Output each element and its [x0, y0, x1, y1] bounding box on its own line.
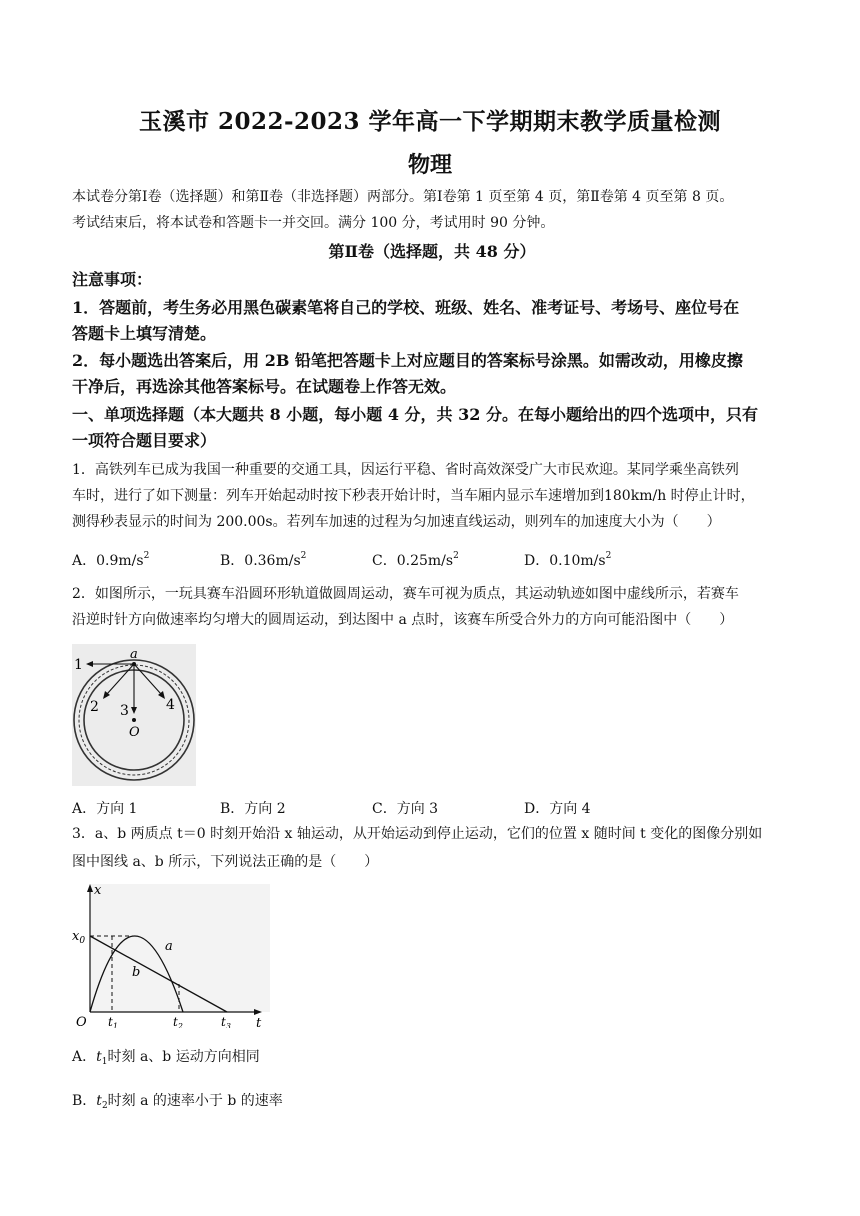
part1-heading-1: 一、单项选择题（本大题共 8 小题，每小题 4 分，共 32 分。在每小题给出的四个选项中，只有: [72, 405, 758, 424]
q3-t1-label: $t_1$: [108, 1015, 118, 1028]
q1-line-1: 1．高铁列车已成为我国一种重要的交通工具，因运行平稳、省时高效深受广大市民欢迎。某同学乘坐高铁列: [72, 462, 739, 478]
notice-line-2: 答题卡上填写清楚。: [72, 324, 217, 343]
q1-option-c: C．$0.25m/s^2$: [372, 551, 459, 569]
part1-heading-2: 一项符合题目要求）: [72, 431, 217, 450]
q2-option-a: A．方向 1: [72, 801, 138, 817]
q3-option-a: A．$t_1$时刻 a、b 运动方向相同: [72, 1049, 260, 1067]
q1-line-3: 测得秒表显示的时间为 200.00s。若列车加速的过程为匀加速直线运动，则列车的加速度大小为（ ）: [72, 514, 721, 530]
exam-title: 玉溪市 2022-2023 学年高一下学期期末教学质量检测: [138, 108, 722, 135]
subject-title: 物理: [407, 152, 452, 178]
q3-x0-label: $x_0$: [72, 929, 86, 946]
section-title: 第Ⅱ卷（选择题，共 48 分）: [328, 242, 536, 261]
q3-t2-label: $t_2$: [173, 1015, 183, 1028]
q2-circular-track-figure: [72, 644, 196, 786]
q2-point-a-label: a: [130, 647, 138, 662]
q3-curve-b-label: b: [132, 965, 141, 980]
q3-y-axis-label: x: [94, 883, 102, 898]
q3-curve-a-label: a: [165, 939, 173, 954]
notice-line-3: 2．每小题选出答案后，用 2B 铅笔把答题卡上对应题目的答案标号涂黑。如需改动，用橡皮擦: [72, 351, 743, 370]
q1-option-b: B．$0.36m/s^2$: [220, 551, 307, 569]
q2-direction-4-label: 4: [166, 697, 175, 713]
q2-direction-3-label: 3: [120, 703, 129, 719]
notice-heading: 注意事项：: [72, 270, 153, 289]
q2-line-2: 沿逆时针方向做速率均匀增大的圆周运动，到达图中 a 点时，该赛车所受合外力的方向可能沿图中（ ）: [72, 612, 734, 628]
q2-option-d: D．方向 4: [524, 801, 591, 817]
q3-option-b: B．$t_2$时刻 a 的速率小于 b 的速率: [72, 1093, 283, 1111]
q2-option-c: C．方向 3: [372, 801, 439, 817]
q3-x-axis-label: t: [256, 1016, 262, 1028]
q3-origin-label: O: [76, 1015, 87, 1028]
q1-line-2: 车时，进行了如下测量：列车开始起动时按下秒表开始计时，当车厢内显示车速增加到180km/h 时停止计时，: [72, 488, 755, 504]
q2-direction-1-label: 1: [74, 657, 83, 673]
q3-t3-label: $t_3$: [221, 1015, 231, 1028]
q3-line-1: 3．a、b 两质点 t＝0 时刻开始沿 x 轴运动，从开始运动到停止运动，它们的位置 x 随时间 t 变化的图像分别如: [72, 826, 763, 842]
q2-line-1: 2．如图所示，一玩具赛车沿圆环形轨道做圆周运动，赛车可视为质点，其运动轨迹如图中虚线所示，若赛车: [72, 586, 739, 602]
intro-line-1: 本试卷分第Ⅰ卷（选择题）和第Ⅱ卷（非选择题）两部分。第Ⅰ卷第 1 页至第 4 页，第Ⅱ卷第 4 页至第 8 页。: [72, 189, 734, 205]
q3-position-time-graph: [70, 880, 270, 1028]
notice-line-1: 1．答题前，考生务必用黑色碳素笔将自己的学校、班级、姓名、准考证号、考场号、座位号在: [72, 298, 740, 317]
q2-center-o-label: O: [129, 725, 140, 740]
q1-option-a: A．$0.9m/s^2$: [72, 551, 150, 569]
notice-line-4: 干净后，再选涂其他答案标号。在试题卷上作答无效。: [72, 377, 457, 396]
q1-option-d: D．$0.10m/s^2$: [524, 551, 612, 569]
intro-line-2: 考试结束后，将本试卷和答题卡一并交回。满分 100 分，考试用时 90 分钟。: [72, 215, 555, 231]
q2-direction-2-label: 2: [90, 699, 99, 715]
q3-line-2: 图中图线 a、b 所示，下列说法正确的是（ ）: [72, 854, 379, 870]
q2-option-b: B．方向 2: [220, 801, 286, 817]
